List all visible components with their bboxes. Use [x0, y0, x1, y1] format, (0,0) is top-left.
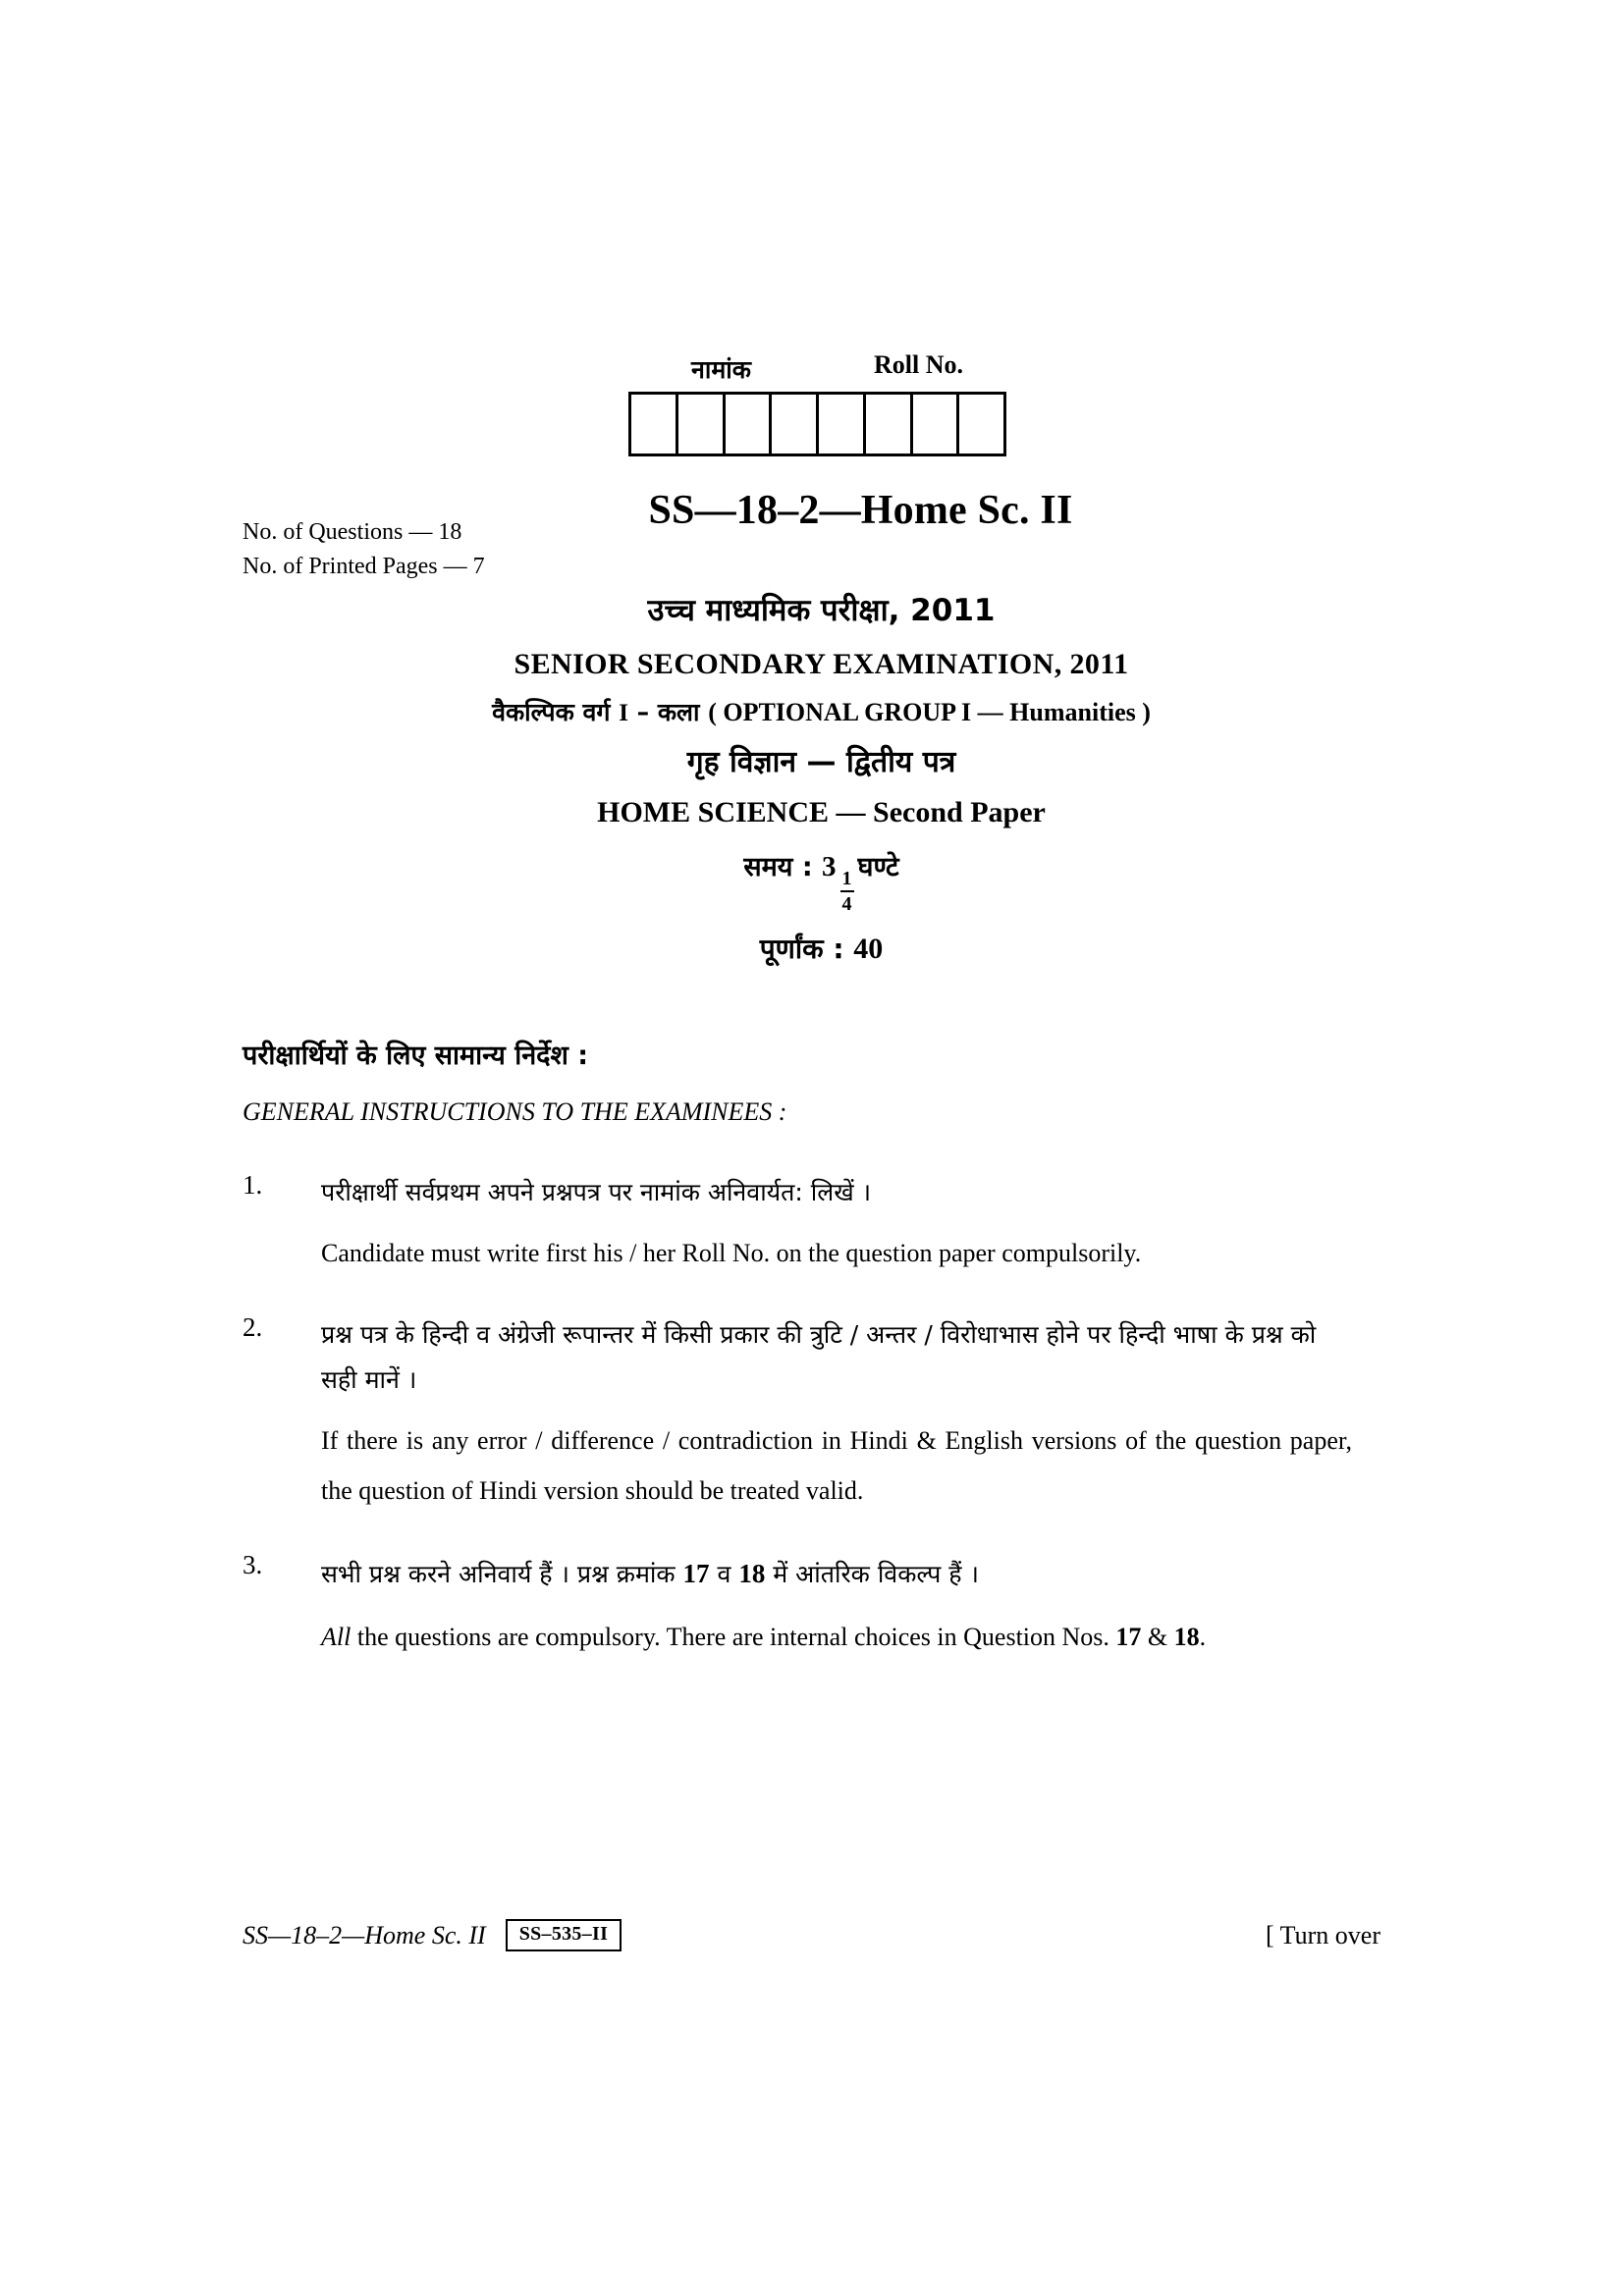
time-label: समय :: [743, 852, 823, 882]
marks-label: पूर्णांक :: [759, 933, 854, 966]
roll-digit-cell[interactable]: [913, 395, 960, 454]
roll-digit-cell[interactable]: [772, 395, 819, 454]
instruction-english: Candidate must write first his / her Roll No. on the question paper compulsorily.: [321, 1239, 1142, 1268]
meta-no-of-printed-pages: No. of Printed Pages — 7: [243, 553, 485, 579]
time-whole: 3: [822, 851, 837, 882]
roll-digit-cell[interactable]: [959, 395, 1003, 454]
instructions-heading-english: GENERAL INSTRUCTIONS TO THE EXAMINEES :: [243, 1097, 787, 1126]
time-allowed: [20, 847, 1623, 914]
instruction-hindi-post: में आंतरिक विकल्प हैं ।: [765, 1559, 979, 1588]
instruction-english-emph: All: [321, 1622, 352, 1651]
group-english: ( OPTIONAL GROUP I — Humanities ): [708, 698, 1151, 726]
instruction-number: 1.: [243, 1170, 263, 1200]
instruction-english: If there is any error / difference / contradiction in Hindi & English versions of the question paper, the question of Hindi version should be treated valid.: [321, 1426, 1352, 1506]
paper-code: SS—18–2—Home Sc. II: [648, 488, 1073, 533]
fraction-denominator: 4: [841, 893, 852, 916]
exam-title-english: SENIOR SECONDARY EXAMINATION, 2011: [514, 648, 1129, 680]
page-footer: [243, 1919, 1380, 1951]
instruction-hindi: प्रश्न पत्र के हिन्दी व अंग्रेजी रूपान्तर में किसी प्रकार की त्रुटि / अन्तर / विरोधाभास होने पर हिन्दी भाषा के प्रश्न को सही मानें ।: [321, 1319, 1317, 1395]
instruction-number: 2.: [243, 1311, 263, 1342]
instruction-english-mid: &: [1141, 1622, 1174, 1651]
instruction-hindi: [321, 1550, 1352, 1599]
optional-group-line: [20, 695, 1623, 728]
footer-paper-code: SS—18–2—Home Sc. II: [243, 1920, 486, 1949]
instructions-heading-hindi: परीक्षार्थियों के लिए सामान्य निर्देश :: [243, 1041, 589, 1071]
group-hindi: वैकल्पिक वर्ग: [492, 698, 611, 726]
rollbox-label-english: Roll No.: [874, 350, 963, 379]
roll-number-section: [628, 350, 1006, 456]
instruction-english: [321, 1613, 1352, 1663]
footer-code-box: SS–535–II: [506, 1919, 622, 1951]
group-hindi-2: – कला: [636, 698, 700, 726]
title-block: [0, 589, 1623, 967]
footer-turn-over: [ Turn over: [1265, 1920, 1380, 1949]
roll-digit-cell[interactable]: [866, 395, 913, 454]
instruction-english-q1: 17: [1115, 1622, 1142, 1651]
marks-value: 40: [853, 933, 884, 966]
instruction-item: [243, 1312, 1352, 1517]
roll-digit-cell[interactable]: [678, 395, 726, 454]
instruction-hindi-mid: व: [709, 1559, 739, 1588]
maximum-marks: [20, 930, 1623, 967]
instruction-english-post: .: [1199, 1622, 1207, 1651]
roll-digit-cell[interactable]: [819, 395, 866, 454]
roll-number-boxes[interactable]: [628, 392, 1006, 456]
instruction-number: 3.: [243, 1549, 263, 1579]
instruction-english-q2: 18: [1173, 1622, 1200, 1651]
exam-title-hindi: उच्च माध्यमिक परीक्षा, 2011: [647, 593, 996, 628]
roll-digit-cell[interactable]: [631, 395, 678, 454]
fraction-numerator: 1: [841, 868, 852, 890]
fraction-bar: [840, 890, 854, 892]
general-instructions: [243, 1036, 1352, 1695]
time-fraction: [840, 869, 854, 914]
rollbox-label-hindi: नामांक: [691, 355, 751, 384]
instruction-english-pre: the questions are compulsory. There are internal choices in Question Nos.: [351, 1622, 1116, 1651]
instruction-hindi-pre: सभी प्रश्न करने अनिवार्य हैं । प्रश्न क्रमांक: [321, 1559, 683, 1588]
instruction-item: [243, 1550, 1352, 1663]
group-roman: I: [619, 700, 628, 726]
time-unit: घण्टे: [857, 852, 899, 882]
roll-digit-cell[interactable]: [726, 395, 773, 454]
instruction-hindi-q1: 17: [682, 1558, 710, 1588]
roll-number-labels: [628, 350, 1006, 392]
instruction-hindi: परीक्षार्थी सर्वप्रथम अपने प्रश्नपत्र पर नामांक अनिवार्यत: लिखें ।: [321, 1178, 872, 1206]
subject-title-english: HOME SCIENCE — Second Paper: [597, 796, 1046, 828]
instruction-item: [243, 1170, 1352, 1279]
meta-no-of-questions: No. of Questions — 18: [243, 519, 462, 545]
subject-title-hindi: गृह विज्ञान — द्वितीय पत्र: [686, 745, 956, 779]
instruction-hindi-q2: 18: [738, 1558, 766, 1588]
